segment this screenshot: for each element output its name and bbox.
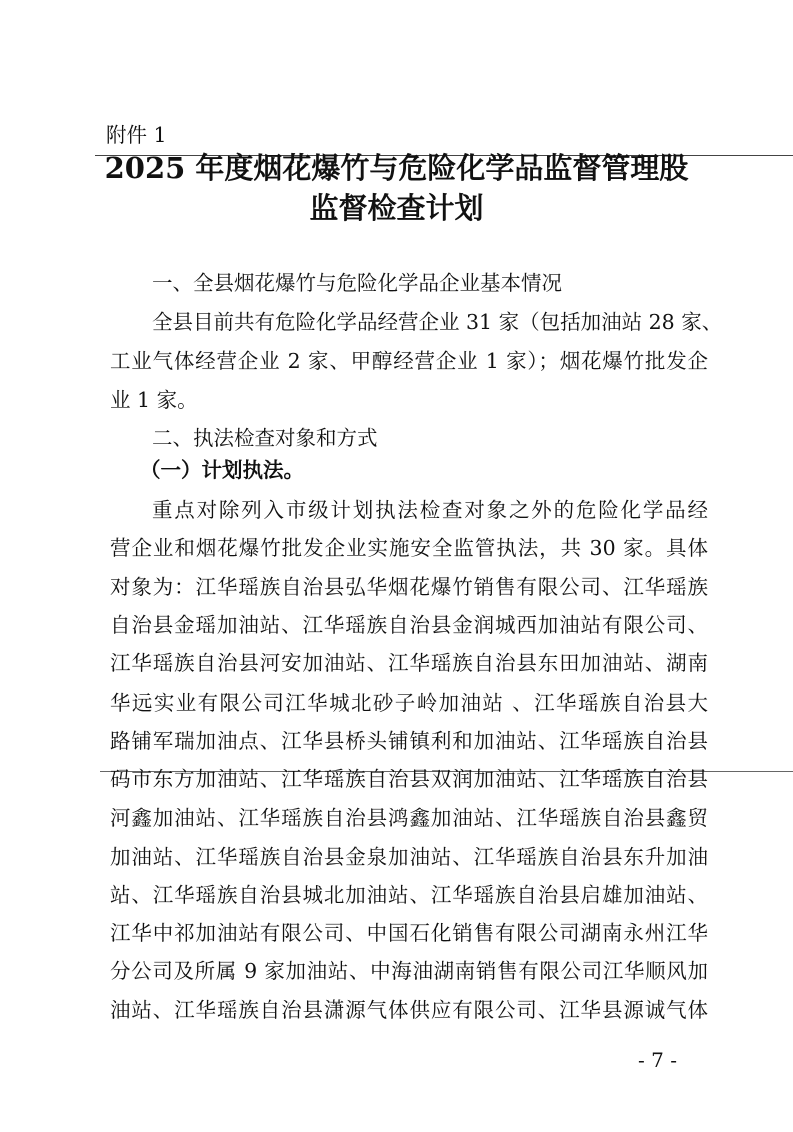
paragraph-line: 油站、江华瑶族自治县潇源气体供应有限公司、江华县源诚气体: [110, 998, 708, 1022]
section2-subheading: （一）计划执法。: [140, 458, 304, 482]
paragraph-line: 全县目前共有危险化学品经营企业 31 家（包括加油站 28 家、: [152, 310, 723, 334]
paragraph-line: 对象为：江华瑶族自治县弘华烟花爆竹销售有限公司、江华瑶族: [110, 575, 708, 599]
paragraph-line: 江华中祁加油站有限公司、中国石化销售有限公司湖南永州江华: [110, 921, 708, 945]
paragraph-line: 站、江华瑶族自治县城北加油站、江华瑶族自治县启雄加油站、: [110, 883, 708, 907]
paragraph-line: 重点对除列入市级计划执法检查对象之外的危险化学品经: [152, 498, 708, 522]
page-number: - 7 -: [638, 1048, 677, 1072]
paragraph-line: 华远实业有限公司江华城北砂子岭加油站 、江华瑶族自治县大: [110, 691, 708, 715]
paragraph-line: 分公司及所属 9 家加油站、中海油湖南销售有限公司江华顺风加: [110, 959, 708, 983]
attachment-label: 附件 1: [106, 123, 167, 147]
paragraph-line: 工业气体经营企业 2 家、甲醇经营企业 1 家）；烟花爆竹批发企: [110, 349, 708, 373]
document-title-line-1: 2025 年度烟花爆竹与危险化学品监督管理股: [104, 151, 689, 185]
paragraph-line: 加油站、江华瑶族自治县金泉加油站、江华瑶族自治县东升加油: [110, 845, 708, 869]
paragraph-line: 江华瑶族自治县河安加油站、江华瑶族自治县东田加油站、湖南: [110, 651, 708, 675]
section1-heading: 一、全县烟花爆竹与危险化学品企业基本情况: [152, 271, 562, 295]
paragraph-line: 自治县金瑶加油站、江华瑶族自治县金润城西加油站有限公司、: [110, 613, 708, 637]
paragraph-line: 营企业和烟花爆竹批发企业实施安全监管执法，共 30 家。具体: [110, 536, 708, 560]
document-title-line-2: 监督检查计划: [309, 191, 484, 225]
paragraph-line: 河鑫加油站、江华瑶族自治县鸿鑫加油站、江华瑶族自治县鑫贸: [110, 806, 708, 830]
paragraph-line: 码市东方加油站、江华瑶族自治县双润加油站、江华瑶族自治县: [110, 767, 708, 791]
paragraph-line: 业 1 家。: [110, 388, 198, 412]
section2-heading: 二、执法检查对象和方式: [152, 426, 378, 450]
paragraph-line: 路铺军瑞加油点、江华县桥头铺镇利和加油站、江华瑶族自治县: [110, 729, 708, 753]
